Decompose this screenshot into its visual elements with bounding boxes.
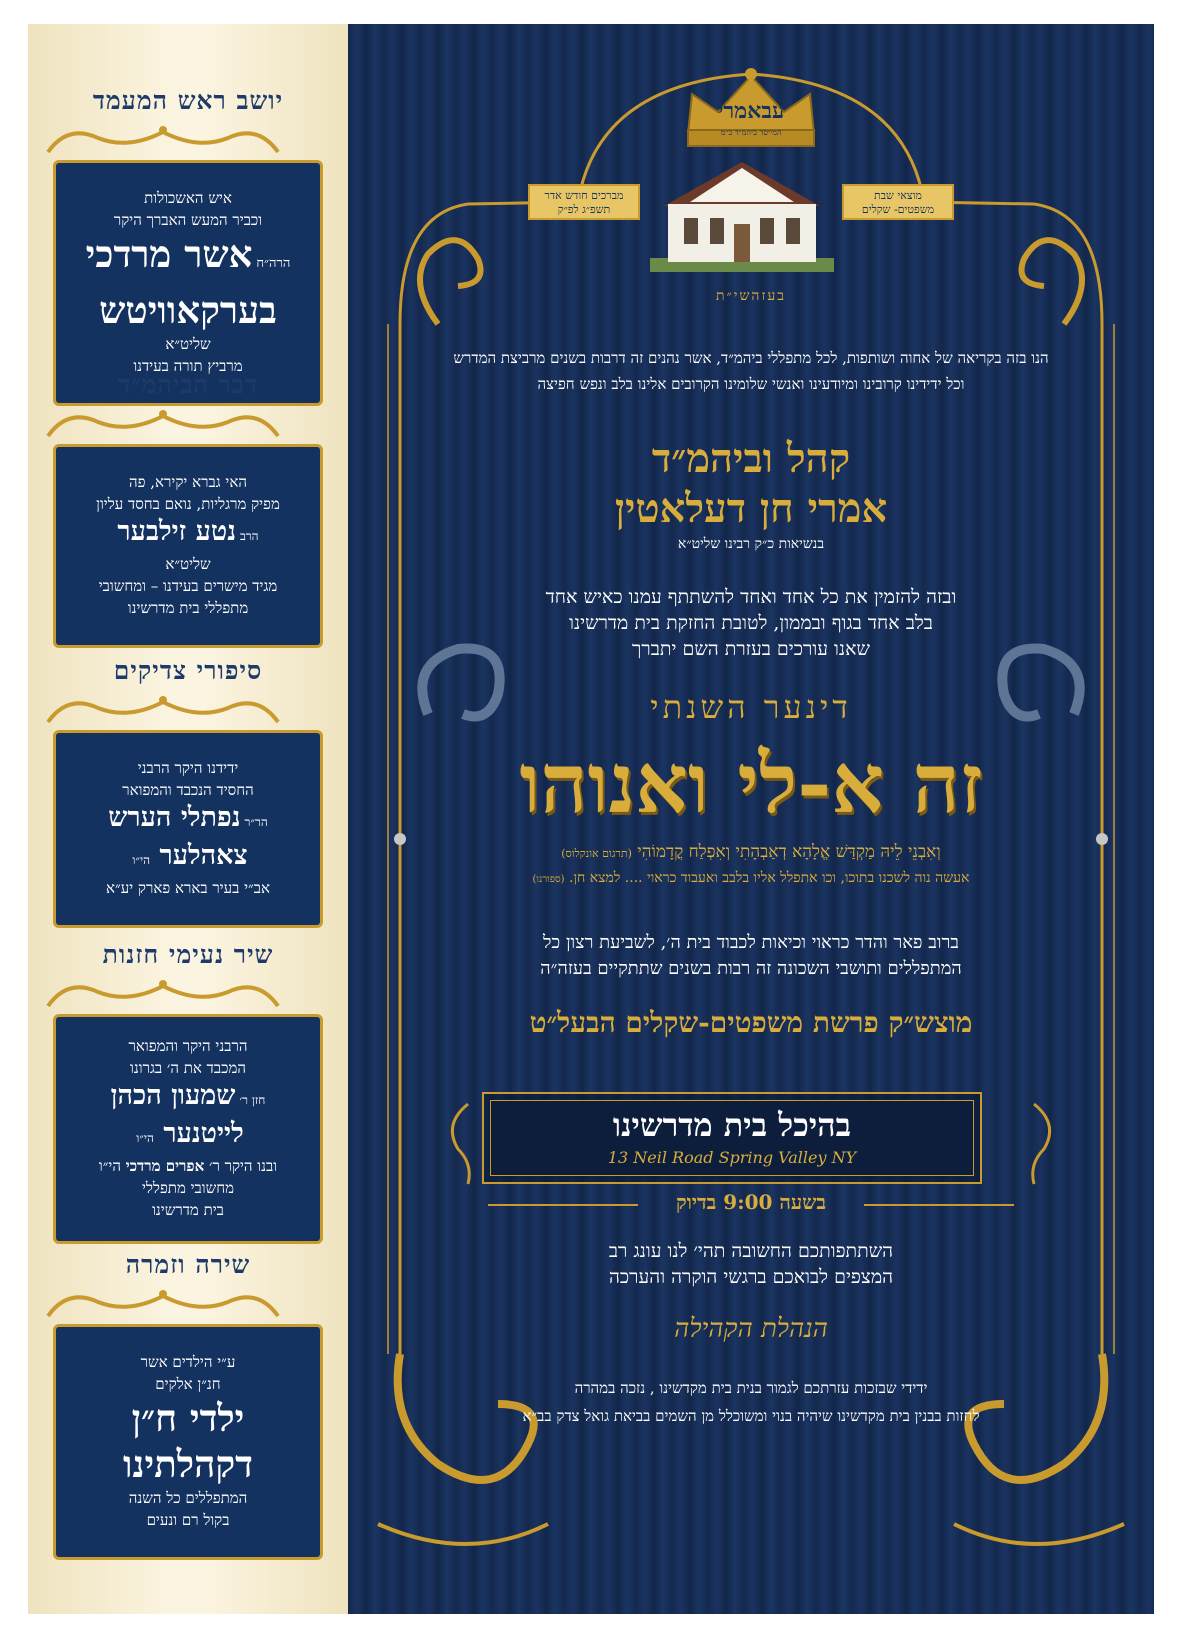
dvar-box bbox=[53, 444, 323, 648]
section-title: שיר נעימי חזנות bbox=[102, 940, 274, 969]
ornament-icon bbox=[28, 1286, 298, 1320]
text-line: אב״י בעיר בארא פארק יע״א bbox=[106, 879, 270, 897]
venue-address: 13 Neil Road Spring Valley NY bbox=[607, 1148, 857, 1167]
sign-line: תשפ״ג לפ״ק bbox=[557, 203, 611, 216]
song-box bbox=[53, 1324, 323, 1560]
son-name: אפרים מרדכי bbox=[125, 1157, 205, 1175]
text-line: בקול רם ונעים bbox=[146, 1511, 230, 1529]
chazzanut-box bbox=[53, 1014, 323, 1244]
text-line: המכבד את ה׳ בגרונו bbox=[130, 1059, 246, 1077]
sign-right-board bbox=[528, 184, 640, 220]
arc-line: הנו בזה בקריאה של אחוה ושותפות, לכל מתפללי ביהמ״ד, אשר נהנים זה דרבות בשנים מרביצת המדרש bbox=[453, 349, 1049, 367]
ornament-icon bbox=[28, 406, 298, 440]
honorific: הי״ו bbox=[136, 1131, 154, 1145]
venue-name: בהיכל בית מדרשינו bbox=[612, 1106, 852, 1144]
sidebar-section-stories bbox=[28, 656, 348, 928]
name-prefix: חזן ר׳ bbox=[239, 1093, 266, 1107]
verse-source: (תרגום אונקלוס) bbox=[561, 847, 632, 860]
text-line: מגיד מישרים בעידנו – ומחשובי bbox=[98, 577, 278, 595]
venue-box bbox=[482, 1092, 982, 1184]
honoree-name: נטע זילבער bbox=[117, 516, 236, 547]
ornament-icon bbox=[28, 122, 298, 156]
text-line: מחשובי מתפללי bbox=[141, 1179, 235, 1197]
kehal-name: אמרי חן דעלאטין bbox=[614, 485, 888, 532]
honoree-name: אשר מרדכי bbox=[85, 232, 253, 276]
verse-text: וְאִבְנֵי לֵיהּ מַקְדַּשׁ אֱלָהָא דְאַבְהָתִי וְאִפְלַח קֳדָמוֹהִי bbox=[637, 842, 941, 862]
section-title: שירה וזמרה bbox=[125, 1250, 251, 1279]
honoree-surname: צאהלער bbox=[159, 840, 248, 871]
honoree-surname: דקהלתינו bbox=[123, 1442, 253, 1486]
name-prefix: הר״ר bbox=[244, 815, 268, 829]
stories-box bbox=[53, 730, 323, 928]
name-prefix: הרב bbox=[239, 529, 259, 543]
kehal-leadership: בנשיאות כ״ק רבינו שליט״א bbox=[677, 536, 825, 552]
event-time: בשעה 9:00 בדיוק bbox=[675, 1190, 827, 1214]
section-title: סיפורי צדיקים bbox=[113, 656, 263, 685]
honorific: שליט״א bbox=[165, 555, 211, 573]
section-title: דבר הביהמ״ד bbox=[118, 370, 258, 399]
text-line: הרבני היקר והמפואר bbox=[128, 1037, 248, 1055]
text-line: המתפללים כל השנה bbox=[128, 1489, 248, 1507]
honorific: שליט״א bbox=[165, 335, 211, 353]
verse-sforno bbox=[428, 870, 1074, 887]
signature: הנהלת הקהילה bbox=[674, 1314, 828, 1344]
purpose-line: המתפללים ותושבי השכונה זה רבות בשנים שתתקיים בעזה״ה bbox=[540, 958, 962, 979]
sidebar-section-dvar bbox=[28, 370, 348, 648]
honoree-name: נפתלי הערש bbox=[108, 802, 241, 833]
text-line: החסיד הנכבד והמפואר bbox=[122, 781, 254, 799]
sidebar bbox=[28, 24, 348, 1614]
honorific: הי״ו bbox=[98, 1157, 121, 1175]
text-line: מרביץ תורה בעידנו bbox=[133, 357, 243, 375]
ornament-icon bbox=[28, 976, 298, 1010]
purpose-line: ברוב פאר והדר כראוי וכיאות לכבוד בית ה׳, לשביעת רצון כל bbox=[543, 932, 959, 953]
sign-line: מברכים חודש אדר bbox=[544, 189, 624, 202]
kehal-title: קהל וביהמ״ד bbox=[651, 435, 851, 482]
honoree-name: שמעון הכהן bbox=[110, 1080, 236, 1111]
ornament-icon bbox=[28, 692, 298, 726]
text-line: מפיק מרגליות, נואם בחסד עליון bbox=[96, 495, 280, 513]
sign-line: מוצאי שבת bbox=[874, 189, 922, 202]
section-title: יושב ראש המעמד bbox=[92, 86, 284, 115]
logo-subtitle: המייסד ביהמ״ד ב״מ bbox=[720, 128, 782, 137]
invite-line: ובזה להזמין את כל אחד ואחד להשתתף עמנו כאיש אחד bbox=[545, 586, 957, 608]
dinner-label: דינער השנתי bbox=[650, 688, 852, 726]
text-line: וכביר המעש האברך היקר bbox=[113, 211, 263, 229]
text-line: איש האשכולות bbox=[144, 189, 232, 207]
honorific: הי״ו bbox=[132, 853, 151, 867]
logo-text: עבאמרי bbox=[717, 98, 785, 124]
main-panel bbox=[348, 24, 1154, 1614]
honoree-surname: בערקאוויטש bbox=[99, 288, 277, 332]
sidebar-section-chairman bbox=[28, 86, 348, 406]
invite-line: שאנו עורכים בעזרת השם יתברך bbox=[632, 638, 870, 660]
bottom-arc-line: ידידי שבזכות עזרתכם לגמור בנית בית מקדשינו , נזכה במהרה bbox=[574, 1379, 928, 1397]
text-line: בית מדרשינו bbox=[152, 1201, 224, 1219]
honoree-surname: לייטנער bbox=[163, 1118, 244, 1149]
main-title: זה א-לי ואנוהו bbox=[519, 736, 983, 832]
sidebar-section-chazzanut bbox=[28, 940, 348, 1244]
bottom-arc-line: לחזות בבנין בית מקדשינו שיהיה בנוי ומשוכלל מן השמים בביאת גואל צדק בב״א bbox=[522, 1407, 980, 1425]
invite-line: בלב אחד בגוף ובממון, לטובת החזקת בית מדרשינו bbox=[569, 612, 933, 634]
sidebar-section-song bbox=[28, 1250, 348, 1560]
participation-line: השתתפותכם החשובה תהי׳ לנו עונג רב bbox=[608, 1240, 894, 1262]
top-blessing: בעזהשי״ת bbox=[715, 288, 787, 304]
participation-line: המצפים לבואכם ברגשי הוקרה והערכה bbox=[608, 1266, 894, 1288]
sign-line: משפטים- שקלים bbox=[861, 203, 935, 216]
verse-source: (ספורנו) bbox=[532, 874, 565, 885]
event-date: מוצש״ק פרשת משפטים-שקלים הבעל״ט bbox=[529, 1006, 973, 1039]
sign-left-board bbox=[842, 184, 954, 220]
verse-text: אעשה נוה לשכנו בתוכו, וכו אתפלל אליו בלבב ואעבוד כראוי .... למצא חן. bbox=[569, 870, 970, 886]
text-line: האי גברא יקירא, פה bbox=[129, 473, 247, 491]
son-prefix: ובנו היקר ר׳ bbox=[208, 1157, 278, 1175]
arc-line: וכל ידידינו קרובינו ומיודעינו ואנשי שלומינו הקרובים אלינו בלב ונפש חפיצה bbox=[537, 375, 965, 393]
text-line: חנ״ן אלקים bbox=[155, 1375, 221, 1393]
verse-targum bbox=[428, 842, 1074, 862]
building-icon bbox=[644, 154, 840, 274]
text-line: ע״י הילדים אשר bbox=[140, 1353, 236, 1371]
honoree-name: ילדי ח״ן bbox=[131, 1396, 245, 1440]
text-line: ידידנו היקר הרבני bbox=[137, 759, 239, 777]
name-prefix: הרה״ח bbox=[256, 256, 291, 271]
text-line: מתפללי בית מדרשינו bbox=[127, 599, 249, 617]
